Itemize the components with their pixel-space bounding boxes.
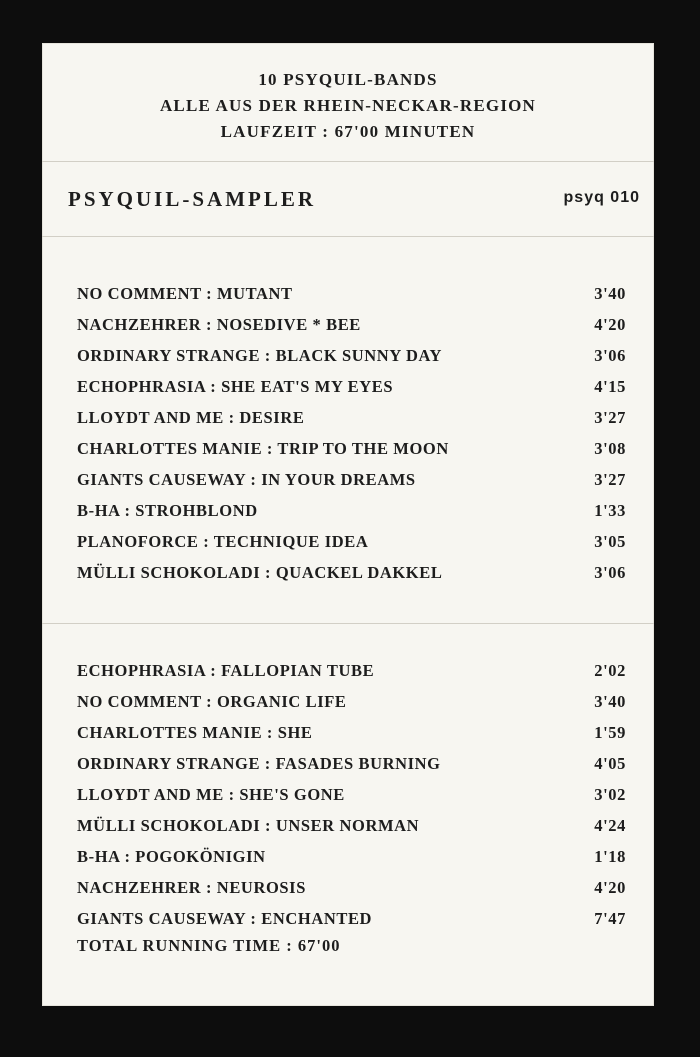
track-time: 3'27 — [594, 408, 626, 427]
track-title: ORDINARY STRANGE : FASADES BURNING — [77, 754, 441, 773]
tracklist-side-b — [77, 655, 626, 934]
track-title: PLANOFORCE : TECHNIQUE IDEA — [77, 532, 369, 551]
track-time: 4'05 — [594, 754, 626, 773]
track-time: 3'27 — [594, 470, 626, 489]
track-time: 3'06 — [594, 346, 626, 365]
track-title: NO COMMENT : MUTANT — [77, 284, 293, 303]
track-title: LLOYDT AND ME : DESIRE — [77, 408, 305, 427]
track-row — [77, 686, 626, 717]
track-row — [77, 464, 626, 495]
track-row — [77, 557, 626, 588]
track-title: NO COMMENT : ORGANIC LIFE — [77, 692, 347, 711]
track-title: NACHZEHRER : NEUROSIS — [77, 878, 306, 897]
track-time: 3'05 — [594, 532, 626, 551]
spine — [68, 185, 640, 215]
track-title: NACHZEHRER : NOSEDIVE * BEE — [77, 315, 361, 334]
track-row — [77, 371, 626, 402]
track-row — [77, 841, 626, 872]
track-time: 3'40 — [594, 692, 626, 711]
track-title: GIANTS CAUSEWAY : ENCHANTED — [77, 909, 373, 928]
track-time: 7'47 — [594, 909, 626, 928]
track-title: B-HA : STROHBLOND — [77, 501, 258, 520]
track-row — [77, 748, 626, 779]
catalog-number: psyq 010 — [563, 189, 640, 206]
track-row — [77, 717, 626, 748]
track-title: ORDINARY STRANGE : BLACK SUNNY DAY — [77, 346, 442, 365]
track-time: 2'02 — [594, 661, 626, 680]
track-title: ECHOPHRASIA : SHE EAT'S MY EYES — [77, 377, 394, 396]
header-block — [42, 67, 654, 145]
track-title: ECHOPHRASIA : FALLOPIAN TUBE — [77, 661, 375, 680]
track-row — [77, 526, 626, 557]
track-row — [77, 779, 626, 810]
fold-line-spine — [42, 236, 654, 237]
track-title: CHARLOTTES MANIE : TRIP TO THE MOON — [77, 439, 449, 458]
track-title: CHARLOTTES MANIE : SHE — [77, 723, 313, 742]
track-title: GIANTS CAUSEWAY : IN YOUR DREAMS — [77, 470, 416, 489]
track-title: MÜLLI SCHOKOLADI : UNSER NORMAN — [77, 816, 420, 835]
fold-line-middle — [42, 623, 654, 624]
track-time: 3'08 — [594, 439, 626, 458]
track-time: 4'15 — [594, 377, 626, 396]
track-time: 1'18 — [594, 847, 626, 866]
track-time: 4'24 — [594, 816, 626, 835]
track-row — [77, 655, 626, 686]
header-line-bands: 10 PSYQUIL-BANDS — [258, 70, 438, 89]
header-line-region: ALLE AUS DER RHEIN-NECKAR-REGION — [159, 96, 537, 115]
track-time: 1'33 — [594, 501, 626, 520]
track-row — [77, 872, 626, 903]
track-row — [77, 278, 626, 309]
total-running-time: TOTAL RUNNING TIME : 67'00 — [77, 936, 341, 955]
track-time: 3'06 — [594, 563, 626, 582]
track-time: 1'59 — [594, 723, 626, 742]
track-time: 4'20 — [594, 878, 626, 897]
track-title: B-HA : POGOKÖNIGIN — [77, 847, 266, 866]
cassette-j-card — [42, 43, 654, 1006]
track-time: 3'40 — [594, 284, 626, 303]
track-row — [77, 402, 626, 433]
track-title: LLOYDT AND ME : SHE'S GONE — [77, 785, 345, 804]
spine-title: PSYQUIL-SAMPLER — [68, 187, 317, 211]
header-line-runtime: LAUFZEIT : 67'00 MINUTEN — [220, 122, 476, 141]
tracklist-side-a — [77, 278, 626, 588]
track-time: 3'02 — [594, 785, 626, 804]
track-row — [77, 903, 626, 934]
track-row — [77, 433, 626, 464]
track-title: MÜLLI SCHOKOLADI : QUACKEL DAKKEL — [77, 563, 443, 582]
track-row — [77, 309, 626, 340]
track-row — [77, 810, 626, 841]
track-row — [77, 340, 626, 371]
track-time: 4'20 — [594, 315, 626, 334]
track-row — [77, 495, 626, 526]
fold-line-top — [42, 161, 654, 162]
